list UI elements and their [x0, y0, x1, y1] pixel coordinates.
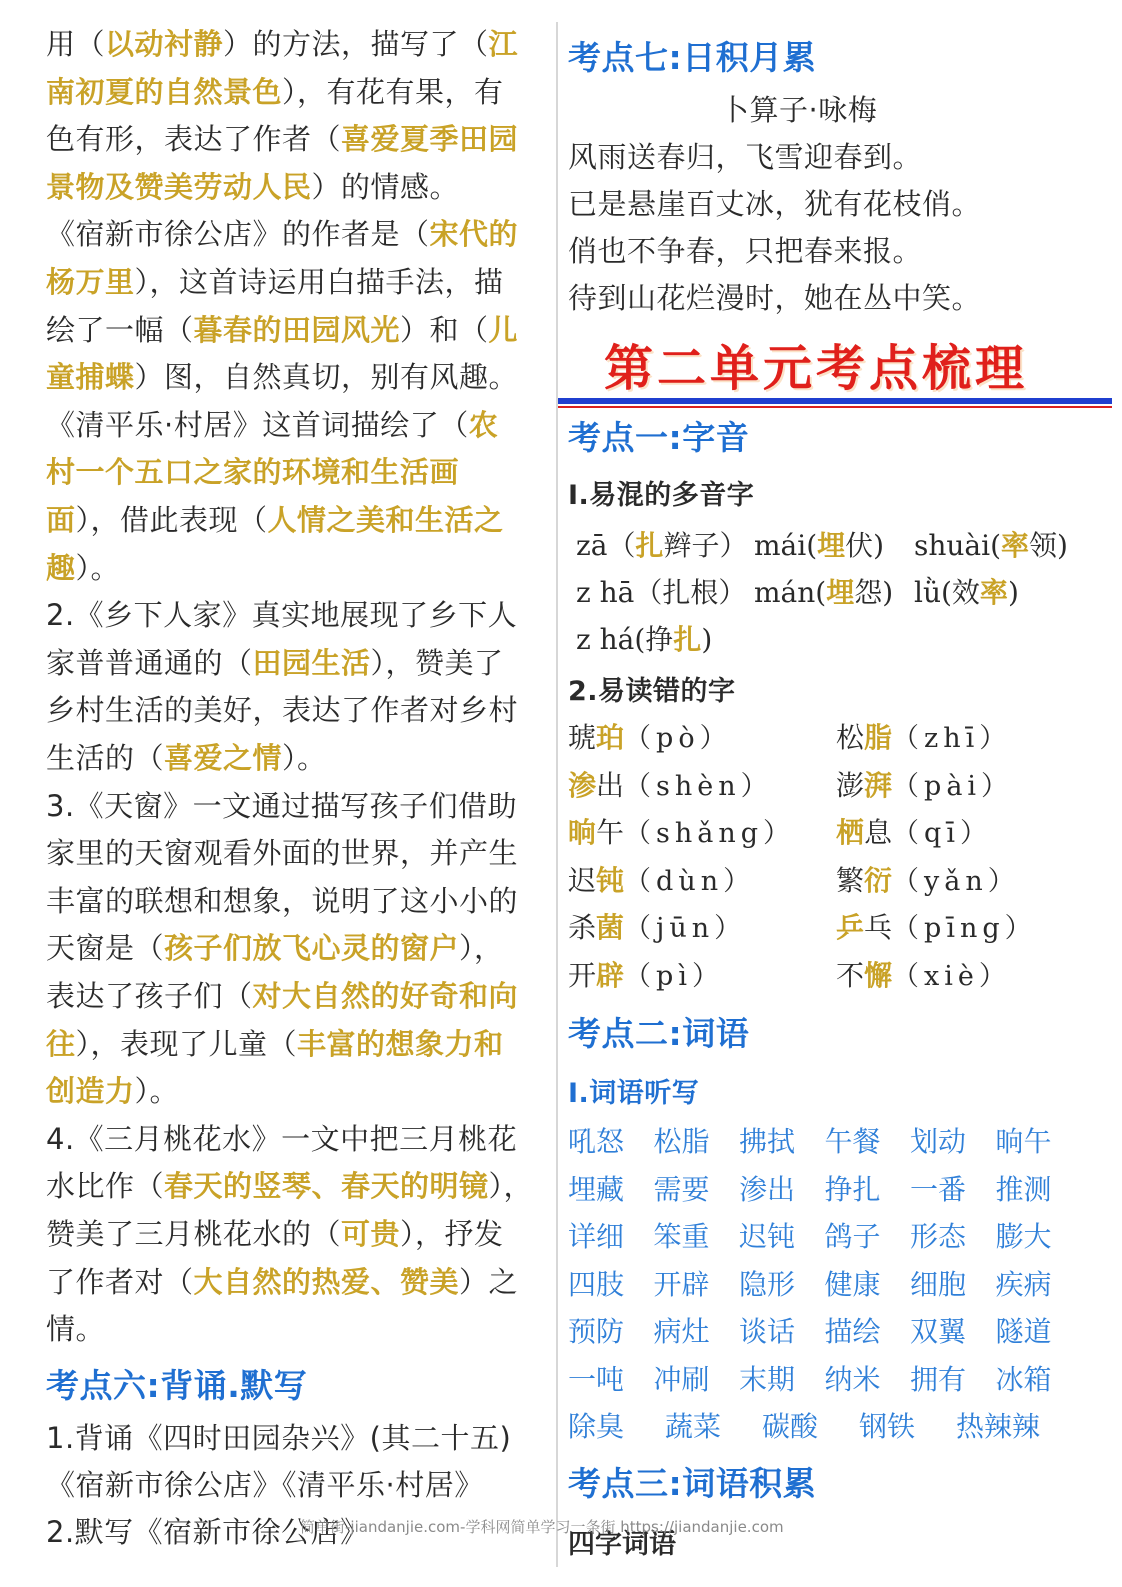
pinyin-text: )	[1007, 576, 1019, 609]
body-line	[46, 690, 518, 730]
char-text: 杀	[568, 911, 597, 944]
dictation-word: 迟钝	[739, 1220, 796, 1253]
highlight-char: 脂	[864, 721, 893, 754]
pinyin-text: （yǎn）	[892, 865, 1020, 897]
section1-title: 考点一:字音	[568, 418, 750, 457]
body-line	[46, 214, 518, 254]
body-line	[46, 262, 504, 302]
body-line	[46, 310, 518, 350]
body-text: ）的方法，描写了（	[223, 27, 489, 61]
char-text: 澎	[836, 768, 865, 802]
highlight-char: 珀	[596, 721, 625, 754]
body-line	[46, 119, 518, 159]
body-text: ），有花有果，有	[282, 74, 504, 109]
body-text: ），赞美了	[370, 645, 504, 680]
dictation-word: 拥有	[910, 1362, 967, 1396]
body-line	[46, 1214, 504, 1254]
body-text: 表达了孩子们（	[46, 979, 253, 1013]
char-text: 迟	[568, 863, 597, 897]
misread-item	[568, 906, 746, 946]
body-text: ）的情感。	[311, 169, 460, 204]
body-text: 3.《天窗》一文通过描写孩子们借助	[46, 788, 518, 823]
dictation-word: 蔬菜	[665, 1410, 722, 1443]
section3-title: 考点三:词语积累	[568, 1464, 817, 1503]
highlight-answer: 创造力	[46, 1074, 135, 1109]
pinyin-text: （dùn）	[624, 865, 756, 897]
highlight-char: 乒	[836, 911, 865, 944]
dictation-word: 除臭	[568, 1410, 625, 1443]
highlight-char: 衍	[864, 863, 893, 897]
section6-title: 考点六:背诵.默写	[46, 1366, 308, 1405]
pinyin-text: z hā（扎根）	[576, 576, 747, 609]
body-text: 用（	[46, 27, 106, 61]
body-line	[46, 928, 504, 968]
highlight-char: 埋	[826, 576, 855, 609]
column-divider	[556, 22, 558, 1567]
dictation-word: 挣扎	[824, 1172, 881, 1206]
highlight-char: 菌	[596, 911, 625, 944]
body-text: 绘了一幅（	[46, 312, 194, 347]
watermark: 简单街-jiandanjie.com-学科网简单学习一条街 https://jiandanjie.com	[300, 1518, 784, 1536]
pinyin-text: （pò）	[624, 723, 732, 754]
highlight-char: 率	[979, 576, 1008, 609]
dictation-word: 钢铁	[859, 1410, 916, 1443]
pinyin-text: mái(	[754, 529, 818, 562]
dictation-word: 一吨	[568, 1362, 625, 1396]
body-text: 色有形，表达了作者（	[46, 122, 342, 157]
pinyin-text: （shǎng）	[624, 818, 796, 849]
dictation-word: 开辟	[653, 1267, 710, 1301]
body-text: 《宿新市徐公店》的作者是（	[46, 217, 430, 252]
title-rule-red	[558, 406, 1112, 408]
highlight-char: 辟	[596, 958, 625, 992]
highlight-answer: 杨万里	[46, 265, 135, 299]
highlight-answer: 儿	[488, 312, 519, 347]
body-text: 《清平乐·村居》这首词描绘了（	[46, 407, 469, 442]
dictation-word: 膨大	[995, 1220, 1052, 1253]
dictation-word: 纳米	[824, 1362, 881, 1396]
highlight-char: 渗	[568, 768, 597, 802]
highlight-char: 埋	[817, 529, 846, 562]
body-line	[46, 833, 518, 873]
highlight-char: 栖	[836, 816, 865, 849]
char-text: 开	[568, 958, 597, 992]
dictation-word: 疾病	[995, 1267, 1052, 1301]
pinyin-text: z há(挣	[576, 623, 674, 656]
pinyin-text: （shèn）	[624, 770, 773, 802]
pinyin-text: mán(	[754, 576, 827, 609]
misread-item	[568, 764, 773, 804]
body-text: 赞美了三月桃花水的（	[46, 1217, 342, 1251]
dictation-word: 需要	[653, 1172, 710, 1206]
pinyin-text: （pì）	[624, 960, 724, 992]
subheading-idioms: 四字词语	[568, 1529, 676, 1560]
dictation-word: 笨重	[653, 1220, 710, 1253]
pinyin-text: （pài）	[892, 770, 1014, 802]
body-line	[46, 24, 518, 64]
body-text: 家普普通通的（	[46, 645, 253, 680]
body-text: ）之	[459, 1264, 519, 1299]
misread-item	[568, 811, 795, 851]
body-line	[46, 1166, 533, 1206]
body-line	[46, 881, 518, 921]
highlight-answer: 面	[46, 503, 76, 537]
misread-item	[836, 764, 1013, 804]
highlight-answer: 童捕蝶	[46, 360, 135, 395]
misread-item	[568, 716, 732, 756]
highlight-answer: 农	[468, 407, 499, 442]
body-line: 1.背诵《四时田园杂兴》(其二十五)	[46, 1421, 512, 1455]
char-text: 琥	[568, 721, 597, 754]
pinyin-text: 辫子）	[663, 529, 748, 562]
polyphone-item	[754, 524, 884, 564]
body-line	[46, 1119, 517, 1159]
dictation-word: 碳酸	[762, 1410, 819, 1443]
highlight-char: 钝	[596, 863, 625, 897]
body-text: ），	[459, 931, 504, 966]
dictation-word: 渗出	[739, 1172, 796, 1206]
body-text: ），这首诗运用白描手法，描	[134, 265, 504, 299]
body-text: 情。	[46, 1312, 106, 1347]
misread-item	[836, 954, 1011, 994]
dictation-word: 一番	[910, 1172, 967, 1206]
pinyin-text: （jūn）	[624, 913, 747, 944]
pinyin-text: （xiè）	[892, 960, 1011, 992]
dictation-word: 埋藏	[568, 1172, 625, 1206]
body-line	[46, 405, 498, 445]
body-line	[46, 452, 459, 492]
body-line	[46, 976, 518, 1016]
section2-title: 考点二:词语	[568, 1014, 750, 1053]
highlight-answer: 孩子们放飞心灵的窗户	[164, 931, 460, 966]
highlight-answer: 大自然的热爱、赞美	[193, 1264, 460, 1299]
dictation-word: 四肢	[568, 1267, 625, 1301]
highlight-answer: 暮春的田园风光	[193, 312, 401, 347]
poem-title: 卜算子·咏梅	[720, 93, 878, 127]
body-text: ）图，自然真切，别有风趣。	[134, 360, 519, 395]
body-line	[46, 357, 518, 397]
subheading-misread: 2.易读错的字	[568, 676, 736, 707]
misread-item	[836, 859, 1020, 899]
body-text: 丰富的联想和想象，说明了这小小的	[46, 883, 519, 918]
pinyin-text: shuài(	[914, 529, 1002, 562]
pinyin-text: （pīng）	[892, 913, 1037, 944]
body-line: 2.默写《宿新市徐公店》	[46, 1515, 370, 1549]
dictation-word: 描绘	[824, 1315, 881, 1348]
body-line	[46, 1071, 179, 1111]
highlight-answer: 喜爱夏季田园	[341, 122, 519, 157]
body-line: 《宿新市徐公店》《清平乐·村居》	[46, 1468, 484, 1502]
body-line	[46, 1309, 105, 1349]
dictation-word: 隧道	[995, 1315, 1052, 1348]
dictation-word: 谈话	[739, 1315, 796, 1348]
highlight-char: 晌	[568, 816, 597, 849]
dictation-word: 拂拭	[739, 1125, 796, 1158]
dictation-word: 松脂	[653, 1125, 710, 1158]
body-text: ），	[488, 1169, 534, 1204]
body-line	[46, 72, 504, 112]
char-text: 繁	[836, 863, 865, 897]
highlight-answer: 村一个五口之家的环境和生活画	[46, 455, 460, 490]
pinyin-text: 伏)	[845, 529, 885, 562]
body-text: ）。	[134, 1074, 180, 1109]
pinyin-text: （zhī）	[892, 723, 1012, 754]
highlight-char: 率	[1001, 529, 1030, 562]
dictation-word: 推测	[995, 1172, 1052, 1206]
misread-item	[836, 811, 992, 851]
unit-title: 第二单元考点梳理	[604, 339, 1029, 397]
body-line	[46, 1262, 518, 1302]
body-text: 4.《三月桃花水》一文中把三月桃花	[46, 1121, 518, 1156]
body-line	[46, 595, 517, 635]
body-text: 了作者对（	[46, 1264, 194, 1299]
highlight-answer: 趣	[46, 550, 76, 585]
highlight-answer: 江	[488, 27, 519, 61]
title-rule-blue	[558, 398, 1112, 404]
section7-title: 考点七:日积月累	[568, 38, 817, 77]
body-text: ），借此表现（	[75, 503, 268, 537]
highlight-answer: 以动衬静	[105, 27, 224, 61]
dictation-word: 冲刷	[653, 1362, 710, 1396]
dictation-word: 末期	[739, 1362, 796, 1396]
dictation-word: 鸽子	[824, 1220, 881, 1253]
dictation-word: 预防	[568, 1315, 625, 1348]
body-text: ）和（	[400, 312, 489, 347]
poem-line: 风雨送春归，飞雪迎春到。	[568, 140, 923, 174]
misread-item	[568, 954, 724, 994]
highlight-answer: 可贵	[341, 1217, 401, 1251]
char-text: 乓	[864, 911, 893, 944]
subheading-dictation: I.词语听写	[568, 1078, 700, 1109]
dictation-word: 午餐	[824, 1125, 881, 1158]
body-line	[46, 500, 504, 540]
highlight-char: 懈	[864, 958, 893, 992]
highlight-answer: 喜爱之情	[164, 741, 283, 775]
body-line	[46, 738, 327, 778]
char-text: 出	[596, 768, 625, 802]
body-text: ）。	[282, 741, 327, 775]
poem-line: 俏也不争春，只把春来报。	[568, 234, 923, 268]
pinyin-text: lǜ(效	[914, 576, 980, 609]
highlight-answer: 宋代的	[429, 217, 519, 252]
body-line	[46, 548, 120, 588]
char-text: 不	[836, 958, 865, 992]
pinyin-text: 领)	[1029, 529, 1068, 562]
polyphone-item	[914, 571, 1019, 611]
highlight-answer: 景物及赞美劳动人民	[46, 169, 312, 204]
dictation-word: 热辣辣	[956, 1410, 1041, 1443]
highlight-char: 扎	[635, 529, 664, 562]
dictation-word: 隐形	[739, 1267, 796, 1301]
highlight-char: 湃	[864, 768, 893, 802]
char-text: 息	[864, 816, 893, 849]
polyphone-item	[576, 524, 747, 564]
body-text: 生活的（	[46, 741, 165, 775]
dictation-word: 形态	[910, 1220, 967, 1253]
highlight-answer: 田园生活	[252, 645, 371, 680]
misread-item	[568, 859, 755, 899]
dictation-word: 晌午	[995, 1125, 1052, 1158]
dictation-word: 划动	[910, 1125, 967, 1158]
polyphone-item	[914, 524, 1068, 564]
poem-line: 已是悬崖百丈冰，犹有花枝俏。	[568, 187, 982, 221]
body-line	[46, 786, 517, 826]
polyphone-item	[576, 571, 746, 611]
misread-item	[836, 906, 1037, 946]
dictation-word: 健康	[824, 1267, 881, 1301]
body-text: 2.《乡下人家》真实地展现了乡下人	[46, 598, 518, 633]
dictation-word: 冰箱	[995, 1362, 1052, 1396]
pinyin-text: )	[701, 623, 713, 656]
body-text: ）。	[75, 550, 121, 585]
dictation-word: 吼怒	[568, 1125, 625, 1158]
dictation-word: 病灶	[653, 1315, 710, 1348]
dictation-word: 详细	[568, 1220, 625, 1253]
char-text: 午	[596, 816, 625, 849]
highlight-char: 扎	[673, 623, 702, 656]
highlight-answer: 人情之美和生活之	[267, 503, 504, 537]
body-line	[46, 167, 459, 207]
body-text: ），抒发	[400, 1217, 504, 1251]
char-text: 松	[836, 721, 865, 754]
poem-line: 待到山花烂漫时，她在丛中笑。	[568, 281, 982, 315]
dictation-word: 双翼	[910, 1315, 967, 1348]
highlight-answer: 丰富的想象力和	[297, 1026, 504, 1061]
highlight-answer: 南初夏的自然景色	[46, 74, 283, 109]
body-text: 天窗是（	[46, 931, 165, 966]
body-line	[46, 1024, 504, 1064]
pinyin-text: zā（	[576, 529, 636, 562]
highlight-answer: 春天的竖琴、春天的明镜	[164, 1169, 489, 1204]
subheading-polyphones: I.易混的多音字	[568, 480, 755, 511]
pinyin-text: （qī）	[892, 818, 992, 849]
body-text: ），表现了儿童（	[75, 1026, 298, 1061]
polyphone-item	[576, 618, 712, 658]
polyphone-item	[754, 571, 893, 611]
body-text: 乡村生活的美好，表达了作者对乡村	[46, 693, 519, 728]
misread-item	[836, 716, 1011, 756]
body-text: 水比作（	[46, 1169, 165, 1204]
body-line	[46, 643, 504, 683]
highlight-answer: 往	[46, 1026, 76, 1061]
highlight-answer: 对大自然的好奇和向	[252, 979, 519, 1013]
dictation-word: 细胞	[910, 1267, 967, 1301]
pinyin-text: 怨)	[854, 576, 894, 609]
body-text: 家里的天窗观看外面的世界，并产生	[46, 836, 519, 871]
